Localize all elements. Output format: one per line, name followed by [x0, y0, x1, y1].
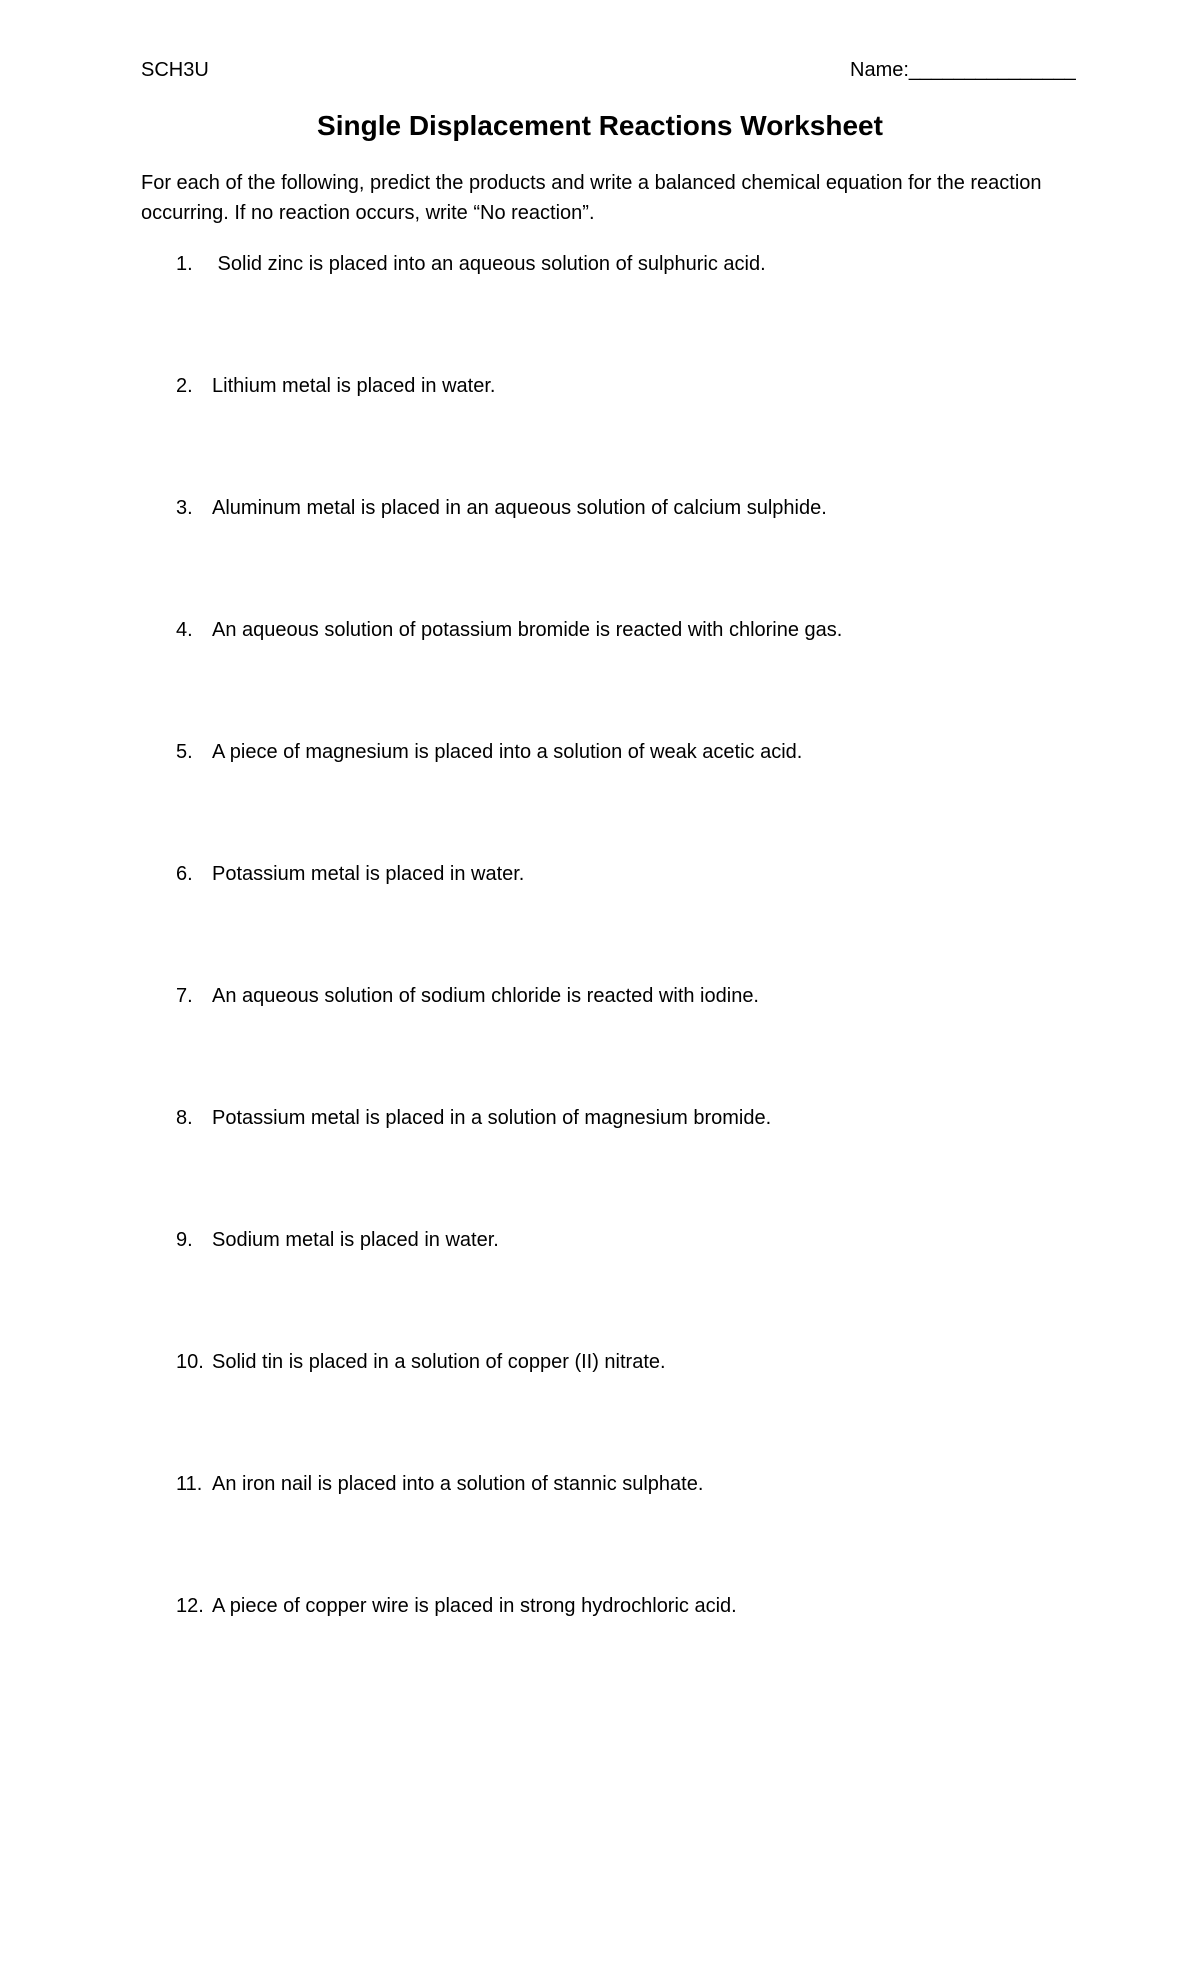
question-number: 8. — [176, 1107, 193, 1129]
question-item — [0, 981, 1200, 1103]
instructions: For each of the following, predict the products and write a balanced chemical equation for the reaction occurring. If no reaction occurs, write “No reaction”. — [141, 172, 1042, 224]
question-number: 6. — [176, 863, 193, 885]
question-text: An aqueous solution of sodium chloride is reacted with iodine. — [212, 985, 759, 1007]
question-item — [0, 737, 1200, 859]
question-text: Potassium metal is placed in a solution of magnesium bromide. — [212, 1107, 772, 1129]
question-text: Solid tin is placed in a solution of copper (II) nitrate. — [212, 1351, 666, 1373]
question-number: 1. — [176, 253, 193, 275]
question-number: 9. — [176, 1229, 193, 1251]
question-text: Aluminum metal is placed in an aqueous solution of calcium sulphide. — [212, 497, 827, 519]
question-number: 11. — [176, 1473, 203, 1495]
question-item — [0, 1347, 1200, 1469]
question-text: Lithium metal is placed in water. — [212, 375, 496, 397]
question-text: A piece of magnesium is placed into a solution of weak acetic acid. — [212, 741, 803, 763]
question-number: 12. — [176, 1595, 204, 1617]
question-item — [0, 1225, 1200, 1347]
question-number: 7. — [176, 985, 193, 1007]
question-number: 4. — [176, 619, 193, 641]
question-item — [0, 1591, 1200, 1713]
course-code: SCH3U — [141, 59, 209, 81]
question-text: An aqueous solution of potassium bromide is reacted with chlorine gas. — [212, 619, 843, 641]
question-number: 10. — [176, 1351, 204, 1373]
question-text: Potassium metal is placed in water. — [212, 863, 525, 885]
question-item — [0, 859, 1200, 981]
question-item — [0, 493, 1200, 615]
question-text: Solid zinc is placed into an aqueous solution of sulphuric acid. — [212, 253, 766, 275]
question-number: 3. — [176, 497, 193, 519]
name-field: Name:_______________ — [850, 59, 1076, 81]
question-item — [0, 371, 1200, 493]
question-text: A piece of copper wire is placed in strong hydrochloric acid. — [212, 1595, 737, 1617]
question-list — [0, 249, 1200, 1713]
question-text: An iron nail is placed into a solution of stannic sulphate. — [212, 1473, 704, 1495]
question-text: Sodium metal is placed in water. — [212, 1229, 499, 1251]
question-number: 2. — [176, 375, 193, 397]
question-item — [0, 249, 1200, 371]
question-item — [0, 1103, 1200, 1225]
question-number: 5. — [176, 741, 193, 763]
page-title: Single Displacement Reactions Worksheet — [317, 110, 883, 141]
question-item — [0, 1469, 1200, 1591]
question-item — [0, 615, 1200, 737]
